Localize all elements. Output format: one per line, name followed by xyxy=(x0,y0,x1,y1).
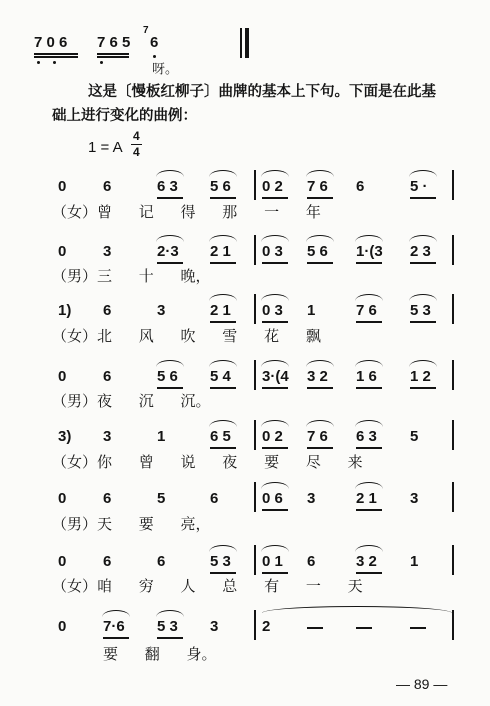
slur xyxy=(261,360,289,367)
note-group: 2·3 xyxy=(157,243,179,260)
slur xyxy=(409,235,437,242)
barline xyxy=(254,294,256,324)
note-group: 3 xyxy=(410,490,419,507)
slur xyxy=(261,482,289,489)
note-group: 2 xyxy=(262,618,271,635)
beam xyxy=(410,197,436,199)
note-group: 6 3 xyxy=(356,428,377,445)
note-group: 5 xyxy=(410,428,419,445)
note-group: 1) xyxy=(58,302,72,319)
barline xyxy=(254,235,256,265)
octave-dot xyxy=(37,61,40,64)
note-group: 6 xyxy=(103,368,112,385)
barline xyxy=(452,360,454,390)
beam xyxy=(34,53,78,55)
final-barline xyxy=(245,28,249,58)
beam xyxy=(356,447,382,449)
note-group: 5 3 xyxy=(210,553,231,570)
beam xyxy=(210,447,236,449)
note-group: 7 6 xyxy=(307,428,328,445)
beam xyxy=(157,637,183,639)
beam xyxy=(210,321,236,323)
note-group: 7 6 5 xyxy=(97,34,131,51)
note-group: 5 4 xyxy=(210,368,231,385)
grace-note: 7 xyxy=(143,25,149,36)
note-group: 3 xyxy=(157,302,166,319)
note-group: 5 6 xyxy=(157,368,178,385)
tie xyxy=(262,606,452,613)
barline xyxy=(452,482,454,512)
slur xyxy=(209,294,237,301)
note-group: 6 xyxy=(356,178,365,195)
note-group: 3) xyxy=(58,428,72,445)
note-group: 3 xyxy=(103,243,112,260)
note-group: 6 xyxy=(307,553,316,570)
beam xyxy=(103,637,129,639)
slur xyxy=(261,420,289,427)
note-group: 7 6 xyxy=(356,302,377,319)
note-group: 2 3 xyxy=(410,243,431,260)
beam xyxy=(356,387,382,389)
slur xyxy=(355,545,383,552)
octave-dot xyxy=(153,55,156,58)
lyric-line: （男）夜 沉 沉。 xyxy=(52,392,211,410)
slur xyxy=(209,420,237,427)
lyric-line: （女）曾 记 得 那 一 年 xyxy=(52,203,321,221)
slur xyxy=(409,294,437,301)
note-group: 6 3 xyxy=(157,178,178,195)
beam xyxy=(157,197,183,199)
beam xyxy=(307,447,333,449)
note-group: 3 xyxy=(307,490,316,507)
note-group: 0 2 xyxy=(262,178,283,195)
beam xyxy=(356,321,382,323)
beam xyxy=(210,572,236,574)
beam xyxy=(262,262,288,264)
dash xyxy=(410,627,426,629)
beam xyxy=(157,262,183,264)
note-group: 0 6 xyxy=(262,490,283,507)
note-group: 1·(3 xyxy=(356,243,383,260)
note-group: 0 xyxy=(58,490,67,507)
dash xyxy=(356,627,372,629)
barline xyxy=(254,545,256,575)
beam xyxy=(97,56,129,58)
note-group: 0 xyxy=(58,618,67,635)
note-group: 5 3 xyxy=(157,618,178,635)
barline xyxy=(240,28,242,58)
lyric-line: （女）北 风 吹 雪 花 飘 xyxy=(52,327,321,345)
note-group: 5 3 xyxy=(410,302,431,319)
beam xyxy=(356,262,382,264)
slur xyxy=(355,420,383,427)
note-group: 0 xyxy=(58,553,67,570)
slur xyxy=(355,360,383,367)
note-group: 0 xyxy=(58,368,67,385)
barline xyxy=(452,170,454,200)
beam xyxy=(262,447,288,449)
beam xyxy=(356,572,382,574)
slur xyxy=(102,610,130,617)
note-group: 0 3 xyxy=(262,243,283,260)
note-group: 0 xyxy=(58,178,67,195)
barline xyxy=(254,360,256,390)
note-group: 2 1 xyxy=(210,302,231,319)
note-group: 7 6 xyxy=(307,178,328,195)
beam xyxy=(410,262,436,264)
beam xyxy=(97,53,129,55)
beam xyxy=(210,262,236,264)
note-group: 1 xyxy=(410,553,419,570)
barline xyxy=(452,235,454,265)
barline xyxy=(254,610,256,640)
slur xyxy=(306,170,334,177)
note-group: 1 6 xyxy=(356,368,377,385)
note-group: 0 2 xyxy=(262,428,283,445)
note-group: 7 0 6 xyxy=(34,34,68,51)
lyric-line: 要 翻 身。 xyxy=(103,645,217,663)
note-group: 2 1 xyxy=(210,243,231,260)
note-group: 6 xyxy=(103,178,112,195)
beam xyxy=(356,509,382,511)
slur xyxy=(306,420,334,427)
time-bottom: 4 xyxy=(133,145,140,159)
barline xyxy=(254,420,256,450)
barline xyxy=(452,420,454,450)
slur xyxy=(261,235,289,242)
note-group: 3·(4 xyxy=(262,368,289,385)
barline xyxy=(452,610,454,640)
note-group: 3 2 xyxy=(356,553,377,570)
paragraph-line: 这是〔慢板红柳子〕曲牌的基本上下句。下面是在此基 xyxy=(88,83,436,100)
beam xyxy=(307,262,333,264)
note-group: 3 xyxy=(210,618,219,635)
octave-dot xyxy=(53,61,56,64)
lyric: 呀。 xyxy=(152,62,179,77)
note-group: 6 xyxy=(150,34,159,51)
beam xyxy=(210,387,236,389)
beam xyxy=(307,387,333,389)
beam xyxy=(157,387,183,389)
note-group: 6 xyxy=(157,553,166,570)
slur xyxy=(156,360,184,367)
slur xyxy=(306,360,334,367)
lyric-line: （男）三 十 晚， xyxy=(52,267,211,285)
note-group: 1 xyxy=(157,428,166,445)
beam xyxy=(262,197,288,199)
note-group: 7·6 xyxy=(103,618,125,635)
page-number: — 89 — xyxy=(396,676,448,692)
lyric-line: （女）你 曾 说 夜 要 尽 来 xyxy=(52,453,363,471)
note-group: 0 1 xyxy=(262,553,283,570)
key: 1 = A xyxy=(88,139,123,156)
octave-dot xyxy=(100,61,103,64)
beam xyxy=(262,509,288,511)
barline xyxy=(254,482,256,512)
note-group: 1 xyxy=(307,302,316,319)
beam xyxy=(262,321,288,323)
beam xyxy=(307,197,333,199)
slur xyxy=(209,545,237,552)
beam xyxy=(410,387,436,389)
slur xyxy=(409,360,437,367)
note-group: 6 xyxy=(103,553,112,570)
note-group: 5 6 xyxy=(307,243,328,260)
note-group: 1 2 xyxy=(410,368,431,385)
beam xyxy=(210,197,236,199)
note-group: 6 xyxy=(103,302,112,319)
slur xyxy=(355,235,383,242)
beam xyxy=(410,321,436,323)
note-group: 5 xyxy=(157,490,166,507)
slur xyxy=(156,170,184,177)
slur xyxy=(261,170,289,177)
slur xyxy=(209,235,237,242)
barline xyxy=(452,294,454,324)
slur xyxy=(355,482,383,489)
beam xyxy=(262,387,288,389)
note-group: 2 1 xyxy=(356,490,377,507)
note-group: 5 6 xyxy=(210,178,231,195)
dash xyxy=(307,627,323,629)
note-group: 6 xyxy=(210,490,219,507)
barline xyxy=(452,545,454,575)
slur xyxy=(261,545,289,552)
note-group: 0 xyxy=(58,243,67,260)
slur xyxy=(306,235,334,242)
note-group: 6 xyxy=(103,490,112,507)
note-group: 6 5 xyxy=(210,428,231,445)
slur xyxy=(156,610,184,617)
beam xyxy=(262,572,288,574)
note-group: 3 2 xyxy=(307,368,328,385)
lyric-line: （女）咱 穷 人 总 有 一 天 xyxy=(52,577,363,595)
slur xyxy=(261,294,289,301)
slur xyxy=(209,360,237,367)
slur xyxy=(409,170,437,177)
slur xyxy=(355,294,383,301)
lyric-line: （男）天 要 亮， xyxy=(52,515,211,533)
beam xyxy=(34,56,78,58)
paragraph-line: 础上进行变化的曲例： xyxy=(52,107,197,124)
note-group: 3 xyxy=(103,428,112,445)
note-group: 5 · xyxy=(410,178,428,195)
slur xyxy=(156,235,184,242)
barline xyxy=(254,170,256,200)
time-top: 4 xyxy=(133,129,140,143)
slur xyxy=(209,170,237,177)
note-group: 0 3 xyxy=(262,302,283,319)
